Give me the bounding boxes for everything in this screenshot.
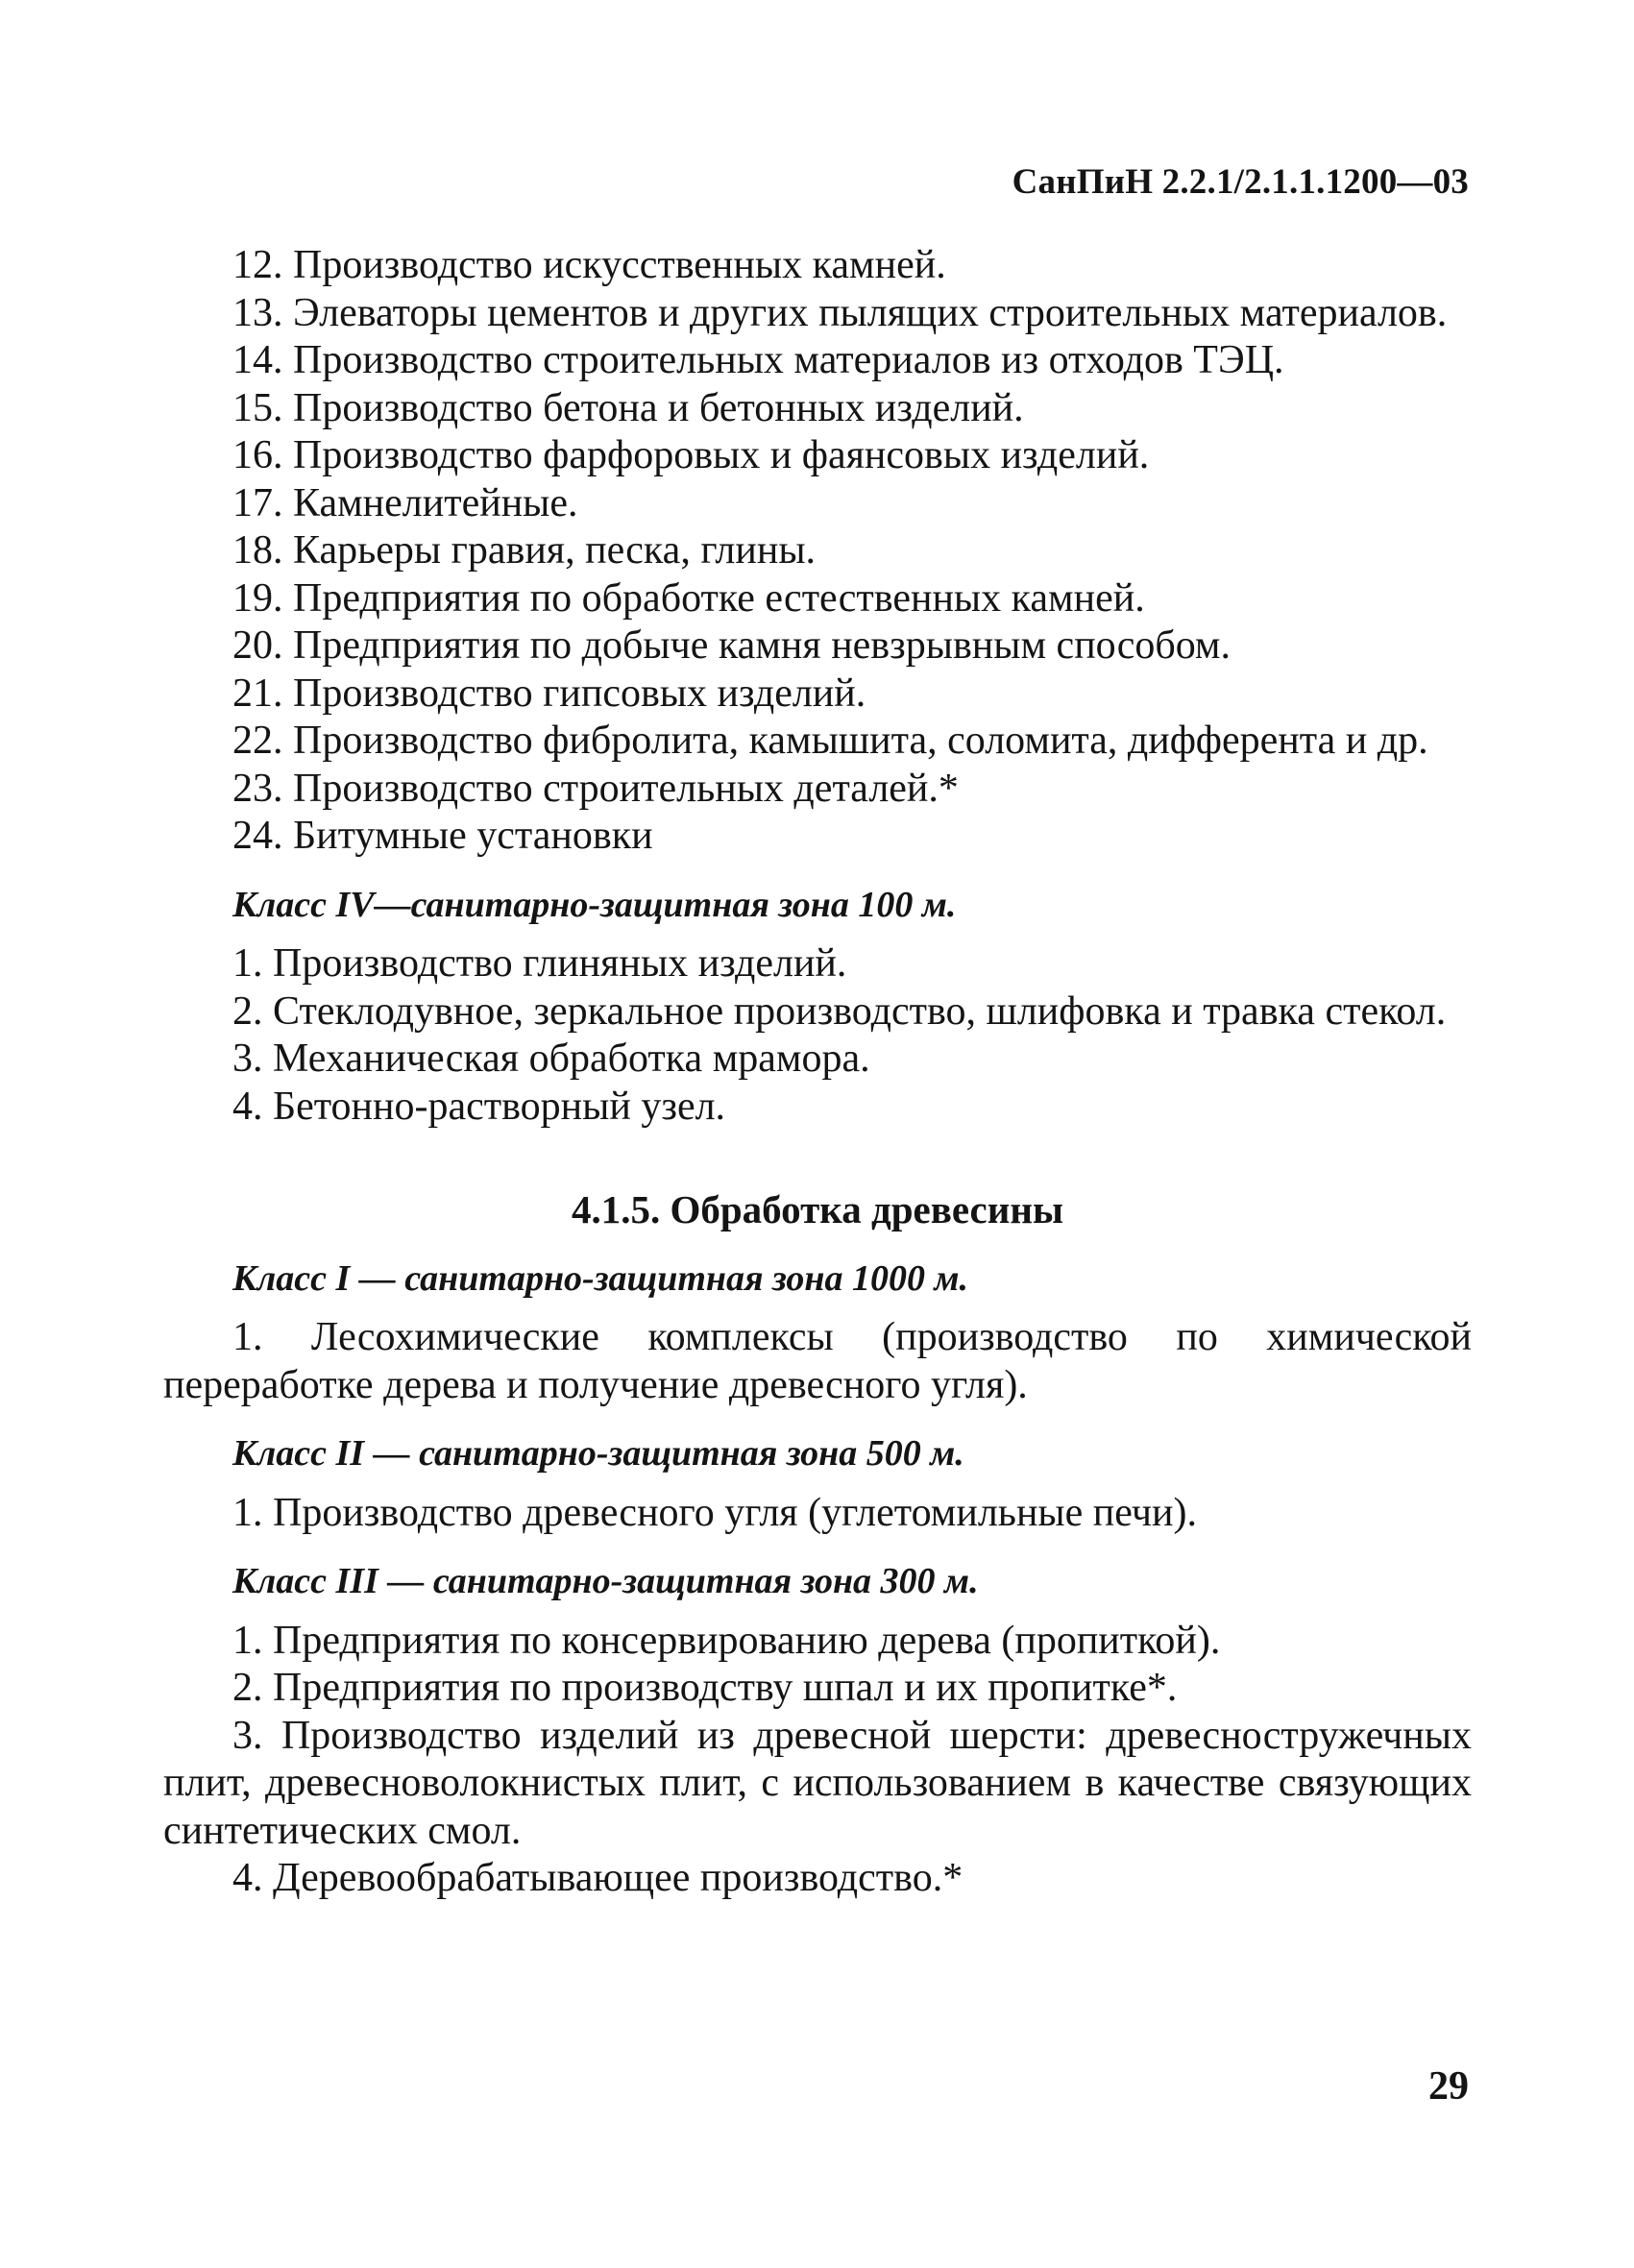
class-iv-heading: Класс IV—санитарно-защитная зона 100 м. [232, 884, 957, 925]
body-text [163, 242, 1472, 1903]
list-item: 1. Производство глиняных изделий. [232, 941, 847, 986]
list-item: 4. Бетонно-растворный узел. [232, 1084, 726, 1129]
list-item: 23. Производство строительных деталей.* [232, 766, 959, 811]
list-item: 2. Стеклодувное, зеркальное производство, шлифовка и травка стекол. [232, 988, 1447, 1034]
running-header: СанПиН 2.2.1/2.1.1.1200—03 [1012, 162, 1469, 202]
list-item: 19. Предприятия по обработке естественных камней. [232, 575, 1145, 621]
wood-class-i-heading: Класс I — санитарно-защитная зона 1000 м. [232, 1257, 969, 1299]
list-item: 1. Лесохимические комплексы (производство по химической переработке дерева и получение древесного угля). [163, 1315, 1472, 1407]
list-item: 24. Битумные установки [232, 814, 653, 858]
list-item: 22. Производство фибролита, камышита, соломита, дифферента и др. [232, 719, 1428, 763]
list-item: 15. Производство бетона и бетонных изделий. [232, 385, 1024, 430]
list-item: 14. Производство строительных материалов из отходов ТЭЦ. [232, 338, 1284, 382]
list-item: 16. Производство фарфоровых и фаянсовых изделий. [232, 433, 1150, 477]
list-item: 3. Производство изделий из древесной шерсти: древесностружечных плит, древесноволокнистых плит, с использованием в качестве связующих синтетических смол. [163, 1713, 1472, 1853]
list-item: 3. Механическая обработка мрамора. [232, 1036, 870, 1081]
list-item: 4. Деревообрабатывающее производство.* [232, 1856, 963, 1900]
list-item: 2. Предприятия по производству шпал и их пропитке*. [232, 1666, 1178, 1710]
list-item: 20. Предприятия по добыче камня невзрывным способом. [232, 623, 1232, 668]
section-title: 4.1.5. Обработка древесины [571, 1187, 1064, 1232]
list-item: 1. Производство древесного угля (углетомильные печи). [232, 1490, 1197, 1535]
list-item: 18. Карьеры гравия, песка, глины. [232, 528, 817, 573]
list-item: 13. Элеваторы цементов и других пылящих строительных материалов. [232, 290, 1448, 335]
page-number: 29 [1428, 2064, 1469, 2109]
wood-class-iii-heading: Класс III — санитарно-защитная зона 300 м. [232, 1561, 979, 1601]
wood-class-ii-heading: Класс II — санитарно-защитная зона 500 м. [232, 1433, 964, 1474]
list-item: 17. Камнелитейные. [232, 480, 578, 525]
list-item: 21. Производство гипсовых изделий. [232, 671, 866, 716]
list-item: 1. Предприятия по консервированию дерева (пропиткой). [232, 1618, 1221, 1663]
list-item: 12. Производство искусственных камней. [232, 243, 946, 287]
